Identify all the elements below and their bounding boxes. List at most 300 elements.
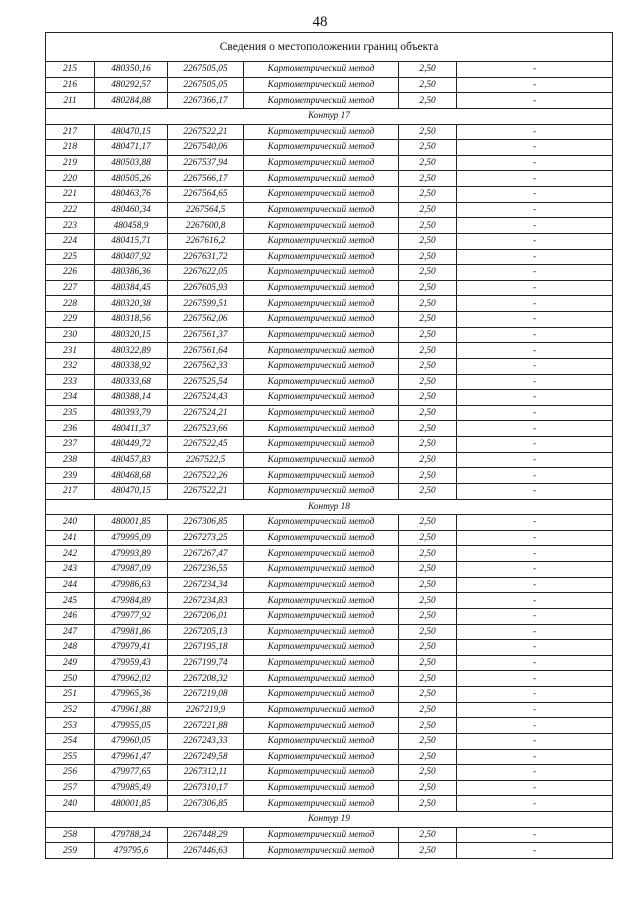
table-row: [46, 655, 613, 671]
description-cell: -: [457, 655, 613, 671]
point-number-cell: 218: [46, 140, 95, 156]
y-coordinate-cell: 2267522,26: [168, 468, 244, 484]
accuracy-cell: 2,50: [399, 140, 457, 156]
x-coordinate-cell: 479995,09: [95, 530, 168, 546]
x-coordinate-cell: 479987,09: [95, 562, 168, 578]
x-coordinate-cell: 480388,14: [95, 390, 168, 406]
method-cell: Картометрический метод: [244, 93, 399, 109]
description-cell: -: [457, 608, 613, 624]
y-coordinate-cell: 2267446,63: [168, 843, 244, 859]
table-body: [46, 33, 613, 859]
description-cell: -: [457, 546, 613, 562]
method-cell: Картометрический метод: [244, 327, 399, 343]
x-coordinate-cell: 480384,45: [95, 280, 168, 296]
description-cell: -: [457, 780, 613, 796]
y-coordinate-cell: 2267600,8: [168, 218, 244, 234]
accuracy-cell: 2,50: [399, 265, 457, 281]
y-coordinate-cell: 2267505,05: [168, 77, 244, 93]
description-cell: -: [457, 733, 613, 749]
table-row: [46, 608, 613, 624]
method-cell: Картометрический метод: [244, 765, 399, 781]
table-row: [46, 702, 613, 718]
point-number-cell: 231: [46, 343, 95, 359]
description-cell: -: [457, 718, 613, 734]
x-coordinate-cell: 480284,88: [95, 93, 168, 109]
method-cell: Картометрический метод: [244, 562, 399, 578]
y-coordinate-cell: 2267522,5: [168, 452, 244, 468]
x-coordinate-cell: 479961,88: [95, 702, 168, 718]
table-title: Сведения о местоположении границ объекта: [46, 33, 613, 62]
point-number-cell: 216: [46, 77, 95, 93]
point-number-cell: 246: [46, 608, 95, 624]
description-cell: -: [457, 93, 613, 109]
description-cell: -: [457, 187, 613, 203]
table-row: [46, 843, 613, 859]
x-coordinate-cell: 480001,85: [95, 515, 168, 531]
description-cell: -: [457, 202, 613, 218]
accuracy-cell: 2,50: [399, 374, 457, 390]
method-cell: Картометрический метод: [244, 843, 399, 859]
accuracy-cell: 2,50: [399, 562, 457, 578]
accuracy-cell: 2,50: [399, 296, 457, 312]
point-number-cell: 247: [46, 624, 95, 640]
method-cell: Картометрический метод: [244, 405, 399, 421]
y-coordinate-cell: 2267562,06: [168, 312, 244, 328]
accuracy-cell: 2,50: [399, 593, 457, 609]
method-cell: Картометрический метод: [244, 265, 399, 281]
method-cell: Картометрический метод: [244, 655, 399, 671]
contour-label: Контур 18: [46, 499, 613, 515]
point-number-cell: 236: [46, 421, 95, 437]
x-coordinate-cell: 480001,85: [95, 796, 168, 812]
accuracy-cell: 2,50: [399, 687, 457, 703]
method-cell: Картометрический метод: [244, 577, 399, 593]
point-number-cell: 238: [46, 452, 95, 468]
accuracy-cell: 2,50: [399, 233, 457, 249]
accuracy-cell: 2,50: [399, 171, 457, 187]
accuracy-cell: 2,50: [399, 718, 457, 734]
table-row: [46, 421, 613, 437]
method-cell: Картометрический метод: [244, 452, 399, 468]
x-coordinate-cell: 480322,89: [95, 343, 168, 359]
point-number-cell: 242: [46, 546, 95, 562]
table-row: [46, 265, 613, 281]
description-cell: -: [457, 702, 613, 718]
accuracy-cell: 2,50: [399, 405, 457, 421]
method-cell: Картометрический метод: [244, 202, 399, 218]
x-coordinate-cell: 480292,57: [95, 77, 168, 93]
y-coordinate-cell: 2267206,01: [168, 608, 244, 624]
description-cell: -: [457, 265, 613, 281]
y-coordinate-cell: 2267312,11: [168, 765, 244, 781]
method-cell: Картометрический метод: [244, 390, 399, 406]
description-cell: -: [457, 437, 613, 453]
accuracy-cell: 2,50: [399, 218, 457, 234]
point-number-cell: 251: [46, 687, 95, 703]
point-number-cell: 254: [46, 733, 95, 749]
accuracy-cell: 2,50: [399, 312, 457, 328]
point-number-cell: 244: [46, 577, 95, 593]
accuracy-cell: 2,50: [399, 390, 457, 406]
table-row: [46, 155, 613, 171]
accuracy-cell: 2,50: [399, 483, 457, 499]
method-cell: Картометрический метод: [244, 671, 399, 687]
point-number-cell: 211: [46, 93, 95, 109]
point-number-cell: 237: [46, 437, 95, 453]
description-cell: -: [457, 343, 613, 359]
point-number-cell: 255: [46, 749, 95, 765]
point-number-cell: 225: [46, 249, 95, 265]
method-cell: Картометрический метод: [244, 780, 399, 796]
description-cell: -: [457, 358, 613, 374]
method-cell: Картометрический метод: [244, 249, 399, 265]
table-row: [46, 530, 613, 546]
y-coordinate-cell: 2267448,29: [168, 827, 244, 843]
method-cell: Картометрический метод: [244, 593, 399, 609]
contour-header-row: [46, 108, 613, 124]
table-row: [46, 187, 613, 203]
description-cell: -: [457, 155, 613, 171]
description-cell: -: [457, 374, 613, 390]
table-row: [46, 671, 613, 687]
point-number-cell: 219: [46, 155, 95, 171]
accuracy-cell: 2,50: [399, 530, 457, 546]
table-row: [46, 124, 613, 140]
y-coordinate-cell: 2267622,05: [168, 265, 244, 281]
y-coordinate-cell: 2267221,88: [168, 718, 244, 734]
page-number: 48: [312, 14, 328, 30]
x-coordinate-cell: 479984,89: [95, 593, 168, 609]
table-row: [46, 765, 613, 781]
point-number-cell: 226: [46, 265, 95, 281]
accuracy-cell: 2,50: [399, 187, 457, 203]
x-coordinate-cell: 480468,68: [95, 468, 168, 484]
accuracy-cell: 2,50: [399, 468, 457, 484]
method-cell: Картометрический метод: [244, 624, 399, 640]
x-coordinate-cell: 479986,63: [95, 577, 168, 593]
accuracy-cell: 2,50: [399, 796, 457, 812]
x-coordinate-cell: 479977,65: [95, 765, 168, 781]
y-coordinate-cell: 2267219,9: [168, 702, 244, 718]
description-cell: -: [457, 249, 613, 265]
accuracy-cell: 2,50: [399, 827, 457, 843]
point-number-cell: 243: [46, 562, 95, 578]
x-coordinate-cell: 479981,86: [95, 624, 168, 640]
accuracy-cell: 2,50: [399, 421, 457, 437]
table-row: [46, 171, 613, 187]
x-coordinate-cell: 479788,24: [95, 827, 168, 843]
table-row: [46, 312, 613, 328]
y-coordinate-cell: 2267524,43: [168, 390, 244, 406]
point-number-cell: 258: [46, 827, 95, 843]
accuracy-cell: 2,50: [399, 280, 457, 296]
table-row: [46, 749, 613, 765]
point-number-cell: 224: [46, 233, 95, 249]
x-coordinate-cell: 480338,92: [95, 358, 168, 374]
description-cell: -: [457, 749, 613, 765]
accuracy-cell: 2,50: [399, 124, 457, 140]
y-coordinate-cell: 2267505,05: [168, 62, 244, 78]
description-cell: -: [457, 843, 613, 859]
description-cell: -: [457, 452, 613, 468]
x-coordinate-cell: 479985,49: [95, 780, 168, 796]
point-number-cell: 232: [46, 358, 95, 374]
point-number-cell: 223: [46, 218, 95, 234]
table-row: [46, 577, 613, 593]
accuracy-cell: 2,50: [399, 62, 457, 78]
table-row: [46, 796, 613, 812]
x-coordinate-cell: 480457,83: [95, 452, 168, 468]
accuracy-cell: 2,50: [399, 515, 457, 531]
description-cell: -: [457, 765, 613, 781]
x-coordinate-cell: 479959,43: [95, 655, 168, 671]
y-coordinate-cell: 2267273,25: [168, 530, 244, 546]
x-coordinate-cell: 480411,37: [95, 421, 168, 437]
method-cell: Картометрический метод: [244, 124, 399, 140]
y-coordinate-cell: 2267599,51: [168, 296, 244, 312]
description-cell: -: [457, 124, 613, 140]
y-coordinate-cell: 2267537,94: [168, 155, 244, 171]
x-coordinate-cell: 480320,38: [95, 296, 168, 312]
y-coordinate-cell: 2267562,33: [168, 358, 244, 374]
accuracy-cell: 2,50: [399, 202, 457, 218]
table-row: [46, 296, 613, 312]
x-coordinate-cell: 480318,56: [95, 312, 168, 328]
point-number-cell: 239: [46, 468, 95, 484]
x-coordinate-cell: 479962,02: [95, 671, 168, 687]
method-cell: Картометрический метод: [244, 421, 399, 437]
table-row: [46, 515, 613, 531]
y-coordinate-cell: 2267195,18: [168, 640, 244, 656]
description-cell: -: [457, 827, 613, 843]
description-cell: -: [457, 687, 613, 703]
accuracy-cell: 2,50: [399, 327, 457, 343]
table-row: [46, 233, 613, 249]
method-cell: Картометрический метод: [244, 718, 399, 734]
description-cell: -: [457, 671, 613, 687]
accuracy-cell: 2,50: [399, 780, 457, 796]
x-coordinate-cell: 479795,6: [95, 843, 168, 859]
method-cell: Картометрический метод: [244, 687, 399, 703]
accuracy-cell: 2,50: [399, 93, 457, 109]
y-coordinate-cell: 2267522,45: [168, 437, 244, 453]
contour-label: Контур 19: [46, 812, 613, 828]
x-coordinate-cell: 480471,17: [95, 140, 168, 156]
y-coordinate-cell: 2267219,08: [168, 687, 244, 703]
y-coordinate-cell: 2267243,33: [168, 733, 244, 749]
accuracy-cell: 2,50: [399, 249, 457, 265]
table-row: [46, 218, 613, 234]
y-coordinate-cell: 2267236,55: [168, 562, 244, 578]
method-cell: Картометрический метод: [244, 312, 399, 328]
description-cell: -: [457, 593, 613, 609]
point-number-cell: 217: [46, 124, 95, 140]
description-cell: -: [457, 390, 613, 406]
point-number-cell: 256: [46, 765, 95, 781]
x-coordinate-cell: 480407,92: [95, 249, 168, 265]
x-coordinate-cell: 480505,26: [95, 171, 168, 187]
accuracy-cell: 2,50: [399, 358, 457, 374]
point-number-cell: 221: [46, 187, 95, 203]
y-coordinate-cell: 2267306,85: [168, 515, 244, 531]
contour-header-row: [46, 812, 613, 828]
table-row: [46, 280, 613, 296]
description-cell: -: [457, 562, 613, 578]
y-coordinate-cell: 2267524,21: [168, 405, 244, 421]
accuracy-cell: 2,50: [399, 624, 457, 640]
table-row: [46, 718, 613, 734]
method-cell: Картометрический метод: [244, 515, 399, 531]
method-cell: Картометрический метод: [244, 483, 399, 499]
description-cell: -: [457, 405, 613, 421]
description-cell: -: [457, 280, 613, 296]
x-coordinate-cell: 479977,92: [95, 608, 168, 624]
method-cell: Картометрический метод: [244, 171, 399, 187]
y-coordinate-cell: 2267616,2: [168, 233, 244, 249]
y-coordinate-cell: 2267540,06: [168, 140, 244, 156]
y-coordinate-cell: 2267523,66: [168, 421, 244, 437]
x-coordinate-cell: 479960,05: [95, 733, 168, 749]
y-coordinate-cell: 2267631,72: [168, 249, 244, 265]
method-cell: Картометрический метод: [244, 233, 399, 249]
description-cell: -: [457, 577, 613, 593]
point-number-cell: 249: [46, 655, 95, 671]
point-number-cell: 257: [46, 780, 95, 796]
contour-header-row: [46, 499, 613, 515]
method-cell: Картометрический метод: [244, 796, 399, 812]
point-number-cell: 245: [46, 593, 95, 609]
table-row: [46, 93, 613, 109]
y-coordinate-cell: 2267564,65: [168, 187, 244, 203]
accuracy-cell: 2,50: [399, 343, 457, 359]
accuracy-cell: 2,50: [399, 452, 457, 468]
method-cell: Картометрический метод: [244, 343, 399, 359]
y-coordinate-cell: 2267267,47: [168, 546, 244, 562]
method-cell: Картометрический метод: [244, 296, 399, 312]
table-row: [46, 640, 613, 656]
description-cell: -: [457, 296, 613, 312]
point-number-cell: 233: [46, 374, 95, 390]
table-row: [46, 624, 613, 640]
accuracy-cell: 2,50: [399, 671, 457, 687]
y-coordinate-cell: 2267522,21: [168, 124, 244, 140]
description-cell: -: [457, 483, 613, 499]
x-coordinate-cell: 480333,68: [95, 374, 168, 390]
table-row: [46, 827, 613, 843]
x-coordinate-cell: 479993,89: [95, 546, 168, 562]
method-cell: Картометрический метод: [244, 187, 399, 203]
description-cell: -: [457, 233, 613, 249]
accuracy-cell: 2,50: [399, 608, 457, 624]
description-cell: -: [457, 530, 613, 546]
description-cell: -: [457, 140, 613, 156]
description-cell: -: [457, 640, 613, 656]
x-coordinate-cell: 480350,16: [95, 62, 168, 78]
point-number-cell: 228: [46, 296, 95, 312]
method-cell: Картометрический метод: [244, 640, 399, 656]
table-row: [46, 249, 613, 265]
x-coordinate-cell: 480415,71: [95, 233, 168, 249]
point-number-cell: 240: [46, 515, 95, 531]
description-cell: -: [457, 421, 613, 437]
table-row: [46, 687, 613, 703]
description-cell: -: [457, 515, 613, 531]
description-cell: -: [457, 218, 613, 234]
boundary-coordinates-table: [45, 32, 613, 859]
y-coordinate-cell: 2267249,58: [168, 749, 244, 765]
y-coordinate-cell: 2267525,54: [168, 374, 244, 390]
y-coordinate-cell: 2267566,17: [168, 171, 244, 187]
point-number-cell: 220: [46, 171, 95, 187]
x-coordinate-cell: 480470,15: [95, 124, 168, 140]
y-coordinate-cell: 2267199,74: [168, 655, 244, 671]
method-cell: Картометрический метод: [244, 62, 399, 78]
accuracy-cell: 2,50: [399, 577, 457, 593]
y-coordinate-cell: 2267208,32: [168, 671, 244, 687]
point-number-cell: 215: [46, 62, 95, 78]
method-cell: Картометрический метод: [244, 733, 399, 749]
table-row: [46, 468, 613, 484]
point-number-cell: 252: [46, 702, 95, 718]
x-coordinate-cell: 480503,88: [95, 155, 168, 171]
y-coordinate-cell: 2267561,37: [168, 327, 244, 343]
method-cell: Картометрический метод: [244, 468, 399, 484]
accuracy-cell: 2,50: [399, 749, 457, 765]
x-coordinate-cell: 479979,41: [95, 640, 168, 656]
method-cell: Картометрический метод: [244, 77, 399, 93]
method-cell: Картометрический метод: [244, 702, 399, 718]
point-number-cell: 222: [46, 202, 95, 218]
x-coordinate-cell: 480458,9: [95, 218, 168, 234]
y-coordinate-cell: 2267564,5: [168, 202, 244, 218]
table-row: [46, 483, 613, 499]
method-cell: Картометрический метод: [244, 358, 399, 374]
description-cell: -: [457, 796, 613, 812]
point-number-cell: 253: [46, 718, 95, 734]
point-number-cell: 230: [46, 327, 95, 343]
x-coordinate-cell: 480386,36: [95, 265, 168, 281]
point-number-cell: 250: [46, 671, 95, 687]
description-cell: -: [457, 312, 613, 328]
contour-label: Контур 17: [46, 108, 613, 124]
table-row: [46, 374, 613, 390]
method-cell: Картометрический метод: [244, 280, 399, 296]
table-row: [46, 327, 613, 343]
method-cell: Картометрический метод: [244, 374, 399, 390]
table-row: [46, 593, 613, 609]
table-row: [46, 390, 613, 406]
table-row: [46, 405, 613, 421]
table-row: [46, 452, 613, 468]
accuracy-cell: 2,50: [399, 155, 457, 171]
description-cell: -: [457, 624, 613, 640]
point-number-cell: 234: [46, 390, 95, 406]
x-coordinate-cell: 480460,34: [95, 202, 168, 218]
description-cell: -: [457, 327, 613, 343]
table-row: [46, 343, 613, 359]
point-number-cell: 241: [46, 530, 95, 546]
description-cell: -: [457, 468, 613, 484]
point-number-cell: 259: [46, 843, 95, 859]
table-title-row: [46, 33, 613, 62]
accuracy-cell: 2,50: [399, 843, 457, 859]
x-coordinate-cell: 480393,79: [95, 405, 168, 421]
accuracy-cell: 2,50: [399, 702, 457, 718]
accuracy-cell: 2,50: [399, 546, 457, 562]
method-cell: Картометрический метод: [244, 749, 399, 765]
table-row: [46, 77, 613, 93]
table-row: [46, 733, 613, 749]
